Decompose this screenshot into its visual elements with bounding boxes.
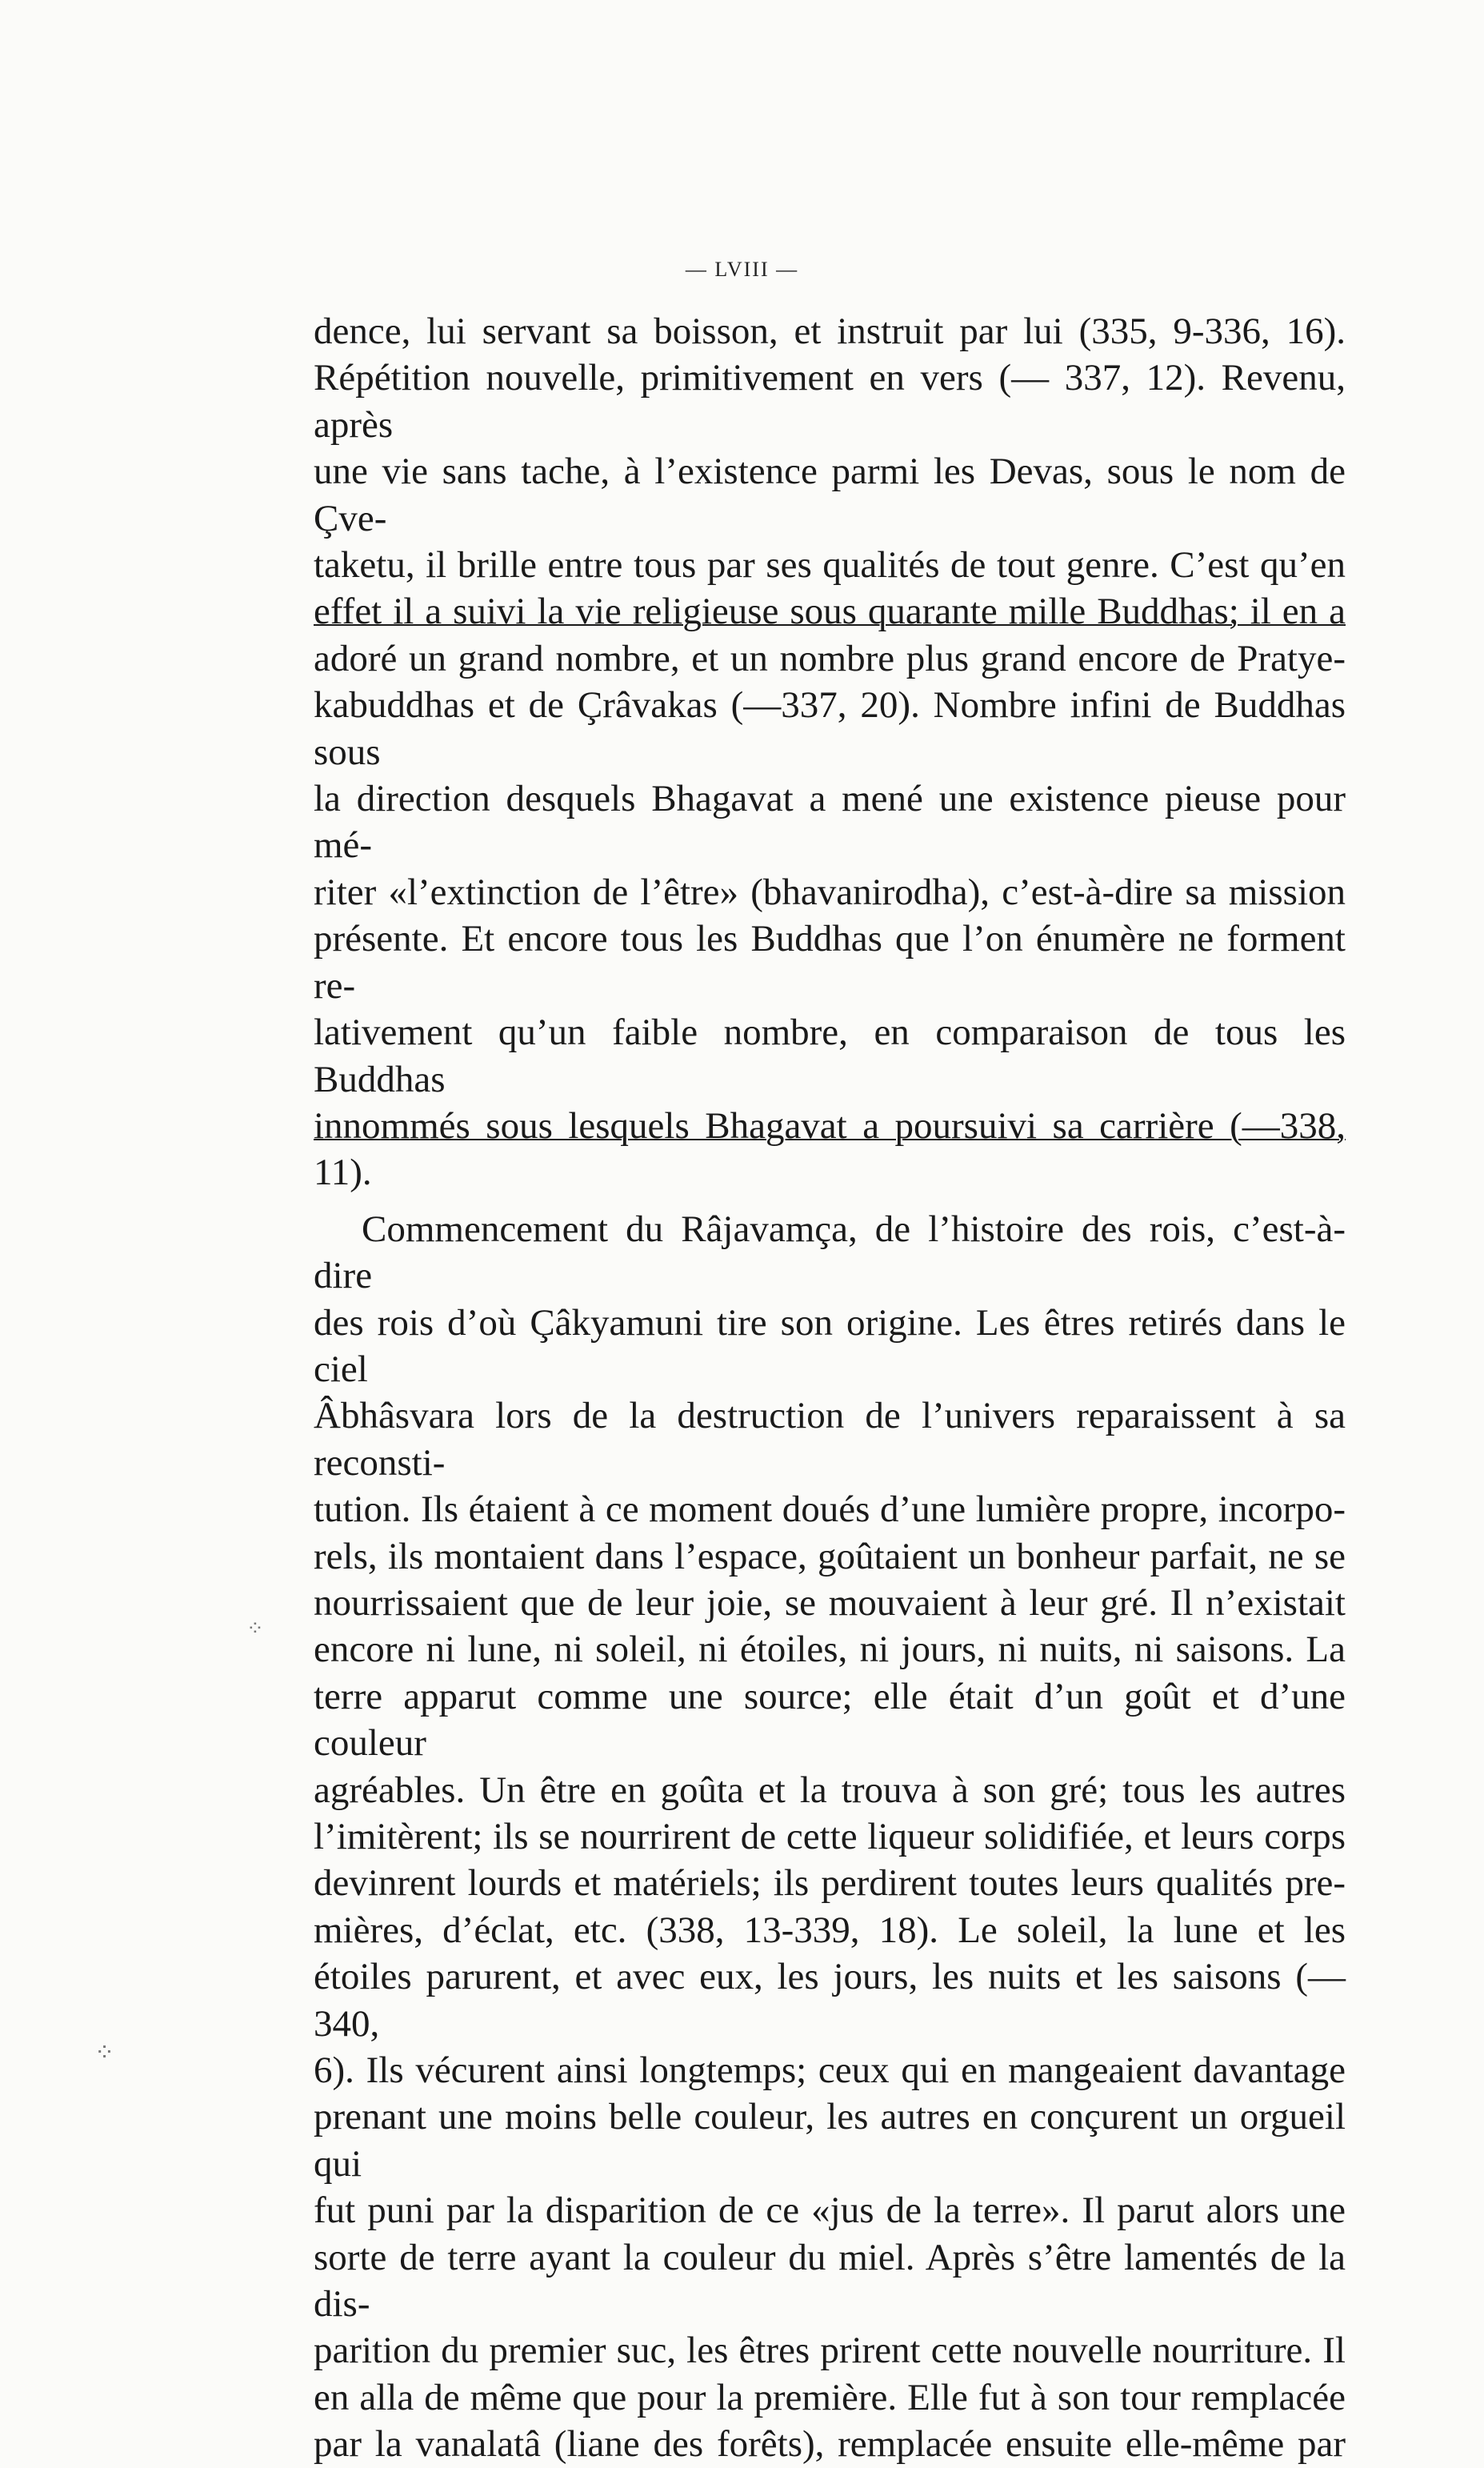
text-line: Commencement du Râjavamça, de l’histoire des rois, c’est-à-dire: [314, 1208, 1346, 1297]
ink-speck-mark: ⁘: [246, 1617, 264, 1641]
text-line: étoiles parurent, et avec eux, les jours, les nuits et les saisons (—340,: [314, 1956, 1346, 2045]
text-line: kabuddhas et de Çrâvakas (—337, 20). Nombre infini de Buddhas sous: [314, 684, 1346, 773]
body-text: [314, 308, 1346, 2468]
text-line: présente. Et encore tous les Buddhas que l’on énumère ne forment re-: [314, 918, 1346, 1007]
text-line: lativement qu’un faible nombre, en comparaison de tous les Buddhas: [314, 1012, 1346, 1100]
text-line-underlined: innommés sous lesquels Bhagavat a poursuivi sa carrière (—338,: [314, 1104, 1346, 1147]
text-line: parition du premier suc, les êtres prirent cette nouvelle nourriture. Il: [314, 2330, 1346, 2372]
text-line: prenant une moins belle couleur, les autres en conçurent un orgueil qui: [314, 2096, 1346, 2185]
text-line: mières, d’éclat, etc. (338, 13-339, 18). Le soleil, la lune et les: [314, 1909, 1346, 1951]
text-line: devinrent lourds et matériels; ils perdirent toutes leurs qualités pre-: [314, 1862, 1346, 1905]
text-line: en alla de même que pour la première. Elle fut à son tour remplacée: [314, 2376, 1346, 2418]
text-line: taketu, il brille entre tous par ses qualités de tout genre. C’est qu’en: [314, 544, 1346, 587]
text-line: par la vanalatâ (liane des forêts), remplacée ensuite elle-même par: [314, 2423, 1346, 2466]
text-line: sorte de terre ayant la couleur du miel. Après s’être lamentés de la dis-: [314, 2236, 1346, 2326]
page-number: — LVIII —: [685, 258, 799, 281]
text-line: Âbhâsvara lors de la destruction de l’univers reparaissent à sa reconsti-: [314, 1395, 1346, 1484]
text-line: agréables. Un être en goûta et la trouva à son gré; tous les autres: [314, 1769, 1346, 1811]
text-line: adoré un grand nombre, et un nombre plus grand encore de Pratye-: [314, 637, 1346, 679]
text-line: des rois d’où Çâkyamuni tire son origine. Les êtres retirés dans le ciel: [314, 1301, 1346, 1390]
text-line: la direction desquels Bhagavat a mené une existence pieuse pour mé-: [314, 778, 1346, 867]
text-line: Répétition nouvelle, primitivement en vers (— 337, 12). Revenu, après: [314, 357, 1346, 446]
text-line: terre apparut comme une source; elle était d’un goût et d’une couleur: [314, 1675, 1346, 1765]
text-line: 11).: [314, 1152, 372, 1194]
paragraph-1: [314, 308, 1346, 1196]
text-line: riter «l’extinction de l’être» (bhavanirodha), c’est-à-dire sa mission: [314, 871, 1346, 913]
paragraph-2: [314, 1206, 1346, 2468]
text-line: l’imitèrent; ils se nourrirent de cette liqueur solidifiée, et leurs corps: [314, 1816, 1346, 1857]
ink-speck-mark: ⁘: [94, 2039, 115, 2067]
text-line: dence, lui servant sa boisson, et instruit par lui (335, 9-336, 16).: [314, 311, 1346, 352]
text-line: 6). Ils vécurent ainsi longtemps; ceux qui en mangeaient davantage: [314, 2049, 1346, 2092]
text-line: rels, ils montaient dans l’espace, goûtaient un bonheur parfait, ne se: [314, 1535, 1346, 1577]
text-line: encore ni lune, ni soleil, ni étoiles, ni jours, ni nuits, ni saisons. La: [314, 1629, 1346, 1671]
text-line-underlined: effet il a suivi la vie religieuse sous quarante mille Buddhas; il en a: [314, 591, 1346, 633]
text-line: une vie sans tache, à l’existence parmi les Devas, sous le nom de Çve-: [314, 451, 1346, 539]
text-line: fut puni par la disparition de ce «jus de la terre». Il parut alors une: [314, 2190, 1346, 2232]
text-line: nourrissaient que de leur joie, se mouvaient à leur gré. Il n’existait: [314, 1581, 1346, 1624]
text-line: tution. Ils étaient à ce moment doués d’une lumière propre, incorpo-: [314, 1488, 1346, 1531]
